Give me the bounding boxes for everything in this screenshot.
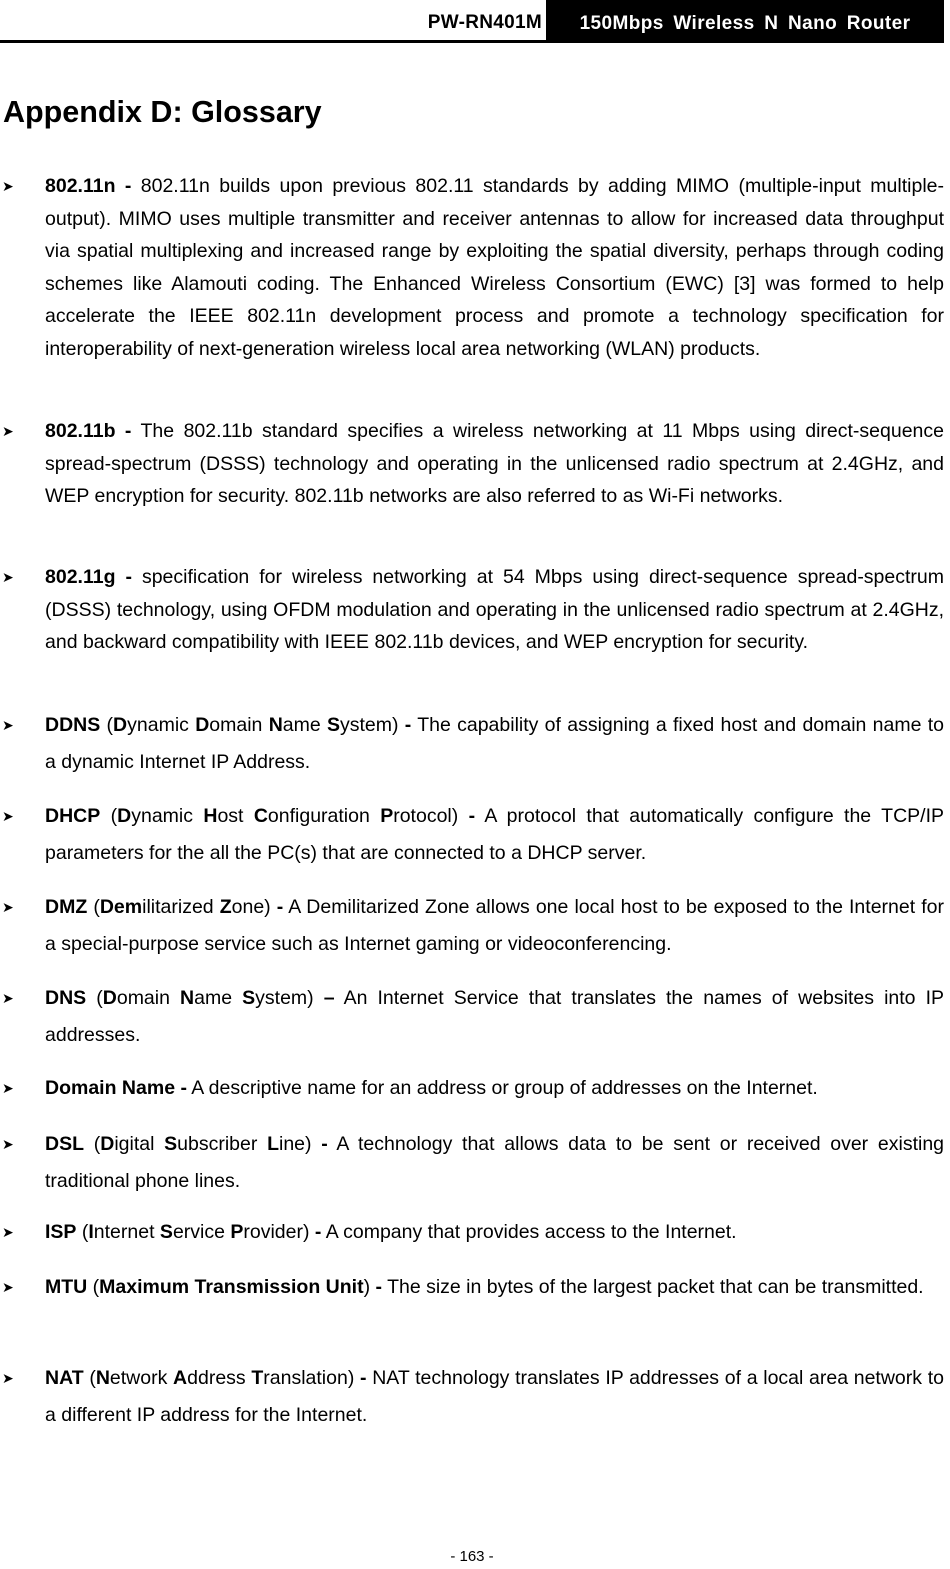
arrowhead-bullet-icon: ➤: [2, 717, 14, 733]
entry-term: MTU: [45, 1276, 88, 1298]
glossary-entry-isp: ➤ ISP (Internet Service Provider) - A company that provides access to the Internet.: [0, 1216, 944, 1249]
entry-term: ISP: [45, 1221, 77, 1243]
entry-term: 802.11b -: [45, 420, 132, 442]
glossary-entry-dns: ➤ DNS (Domain Name System) – An Internet Service that translates the names of websites into IP addresses.: [0, 980, 944, 1054]
glossary-entry-mtu: ➤ MTU (Maximum Transmission Unit) - The size in bytes of the largest packet that can be transmitted.: [0, 1269, 944, 1306]
entry-text: NAT technology translates IP addresses of a local area network to a different IP address for the Internet.: [45, 1367, 944, 1426]
entry-term: NAT: [45, 1367, 84, 1389]
arrowhead-bullet-icon: ➤: [2, 1370, 14, 1386]
arrowhead-bullet-icon: ➤: [2, 899, 14, 915]
page-number: - 163 -: [450, 1548, 494, 1565]
entry-term: DNS: [45, 987, 87, 1009]
entry-text: The size in bytes of the largest packet that can be transmitted.: [382, 1276, 924, 1298]
entry-text: An Internet Service that translates the names of websites into IP addresses.: [45, 987, 945, 1046]
entry-text: A Demilitarized Zone allows one local host to be exposed to the Internet for a special-purpose service such as Internet gaming or videoconferencing.: [45, 896, 944, 955]
entry-term: DMZ: [45, 896, 88, 918]
glossary-entry-nat: ➤ NAT (Network Address Translation) - NAT technology translates IP addresses of a local area network to a different IP address for the Internet.: [0, 1360, 944, 1434]
entry-term: 802.11g -: [45, 566, 132, 588]
entry-text: A protocol that automatically configure the TCP/IP parameters for the all the PC(s) that are connected to a DHCP server.: [45, 805, 945, 864]
arrowhead-bullet-icon: ➤: [2, 1136, 14, 1152]
glossary-entry-ddns: ➤ DDNS (Dynamic Domain Name System) - The capability of assigning a fixed host and domain name to a dynamic Internet IP Address.: [0, 707, 944, 781]
arrowhead-bullet-icon: ➤: [2, 808, 14, 824]
entry-text: 802.11n builds upon previous 802.11 standards by adding MIMO (multiple-input multiple-output). MIMO uses multiple transmitter and receiver antennas to allow for increased data throughput via spatial multiplexing and increased range by exploiting the spatial diversity, perhaps through coding schemes like Alamouti coding. The Enhanced Wireless Consortium (EWC) [3] was formed to help accelerate the IEEE 802.11n development process and promote a technology specification for interoperability of next-generation wireless local area networking (WLAN) products.: [45, 175, 944, 360]
glossary-entry-dsl: ➤ DSL (Digital Subscriber Line) - A technology that allows data to be sent or received over existing traditional phone lines.: [0, 1126, 944, 1200]
entry-text: A descriptive name for an address or group of addresses on the Internet.: [186, 1077, 818, 1099]
entry-text: A company that provides access to the Internet.: [321, 1221, 737, 1243]
glossary-entry-dhcp: ➤ DHCP (Dynamic Host Configuration Protocol) - A protocol that automatically configure the TCP/IP parameters for the all the PC(s) that are connected to a DHCP server.: [0, 798, 944, 872]
entry-text: A technology that allows data to be sent or received over existing traditional phone lines.: [45, 1133, 945, 1192]
arrowhead-bullet-icon: ➤: [2, 1279, 14, 1295]
glossary-entry-dmz: ➤ DMZ (Demilitarized Zone) - A Demilitarized Zone allows one local host to be exposed to the Internet for a special-purpose service such as Internet gaming or videoconferencing.: [0, 889, 944, 963]
arrowhead-bullet-icon: ➤: [2, 990, 14, 1006]
entry-text: specification for wireless networking at 54 Mbps using direct-sequence spread-spectrum (DSSS) technology, using OFDM modulation and operating in the unlicensed radio spectrum at 2.4GHz, and backward compatibility with IEEE 802.11b devices, and WEP encryption for security.: [45, 566, 945, 653]
glossary-entry-80211n: [0, 170, 944, 365]
entry-term: Domain Name -: [45, 1077, 187, 1099]
entry-term: DDNS: [45, 714, 101, 736]
glossary-entry-80211b: [0, 415, 944, 513]
header-model: PW-RN401M: [427, 12, 542, 33]
entry-term: DHCP: [45, 805, 101, 827]
arrowhead-bullet-icon: ➤: [2, 569, 14, 585]
arrowhead-bullet-icon: ➤: [2, 1080, 14, 1096]
glossary-entry-80211g: [0, 561, 944, 659]
page-header: [0, 0, 944, 43]
arrowhead-bullet-icon: ➤: [2, 423, 14, 439]
entry-term: DSL: [45, 1133, 84, 1155]
page-title: Appendix D: Glossary: [3, 95, 322, 129]
entry-term: 802.11n -: [45, 175, 132, 197]
entry-text: The 802.11b standard specifies a wireless networking at 11 Mbps using direct-sequence spread-spectrum (DSSS) technology and operating in the unlicensed radio spectrum at 2.4GHz, and WEP encryption for security. 802.11b networks are also referred to as Wi-Fi networks.: [45, 420, 944, 507]
entry-text: The capability of assigning a fixed host and domain name to a dynamic Internet IP Address.: [45, 714, 944, 773]
glossary-entry-domain-name: [0, 1072, 944, 1105]
arrowhead-bullet-icon: ➤: [2, 178, 14, 194]
header-product: 150Mbps Wireless N Nano Router: [546, 0, 944, 40]
arrowhead-bullet-icon: ➤: [2, 1224, 14, 1240]
